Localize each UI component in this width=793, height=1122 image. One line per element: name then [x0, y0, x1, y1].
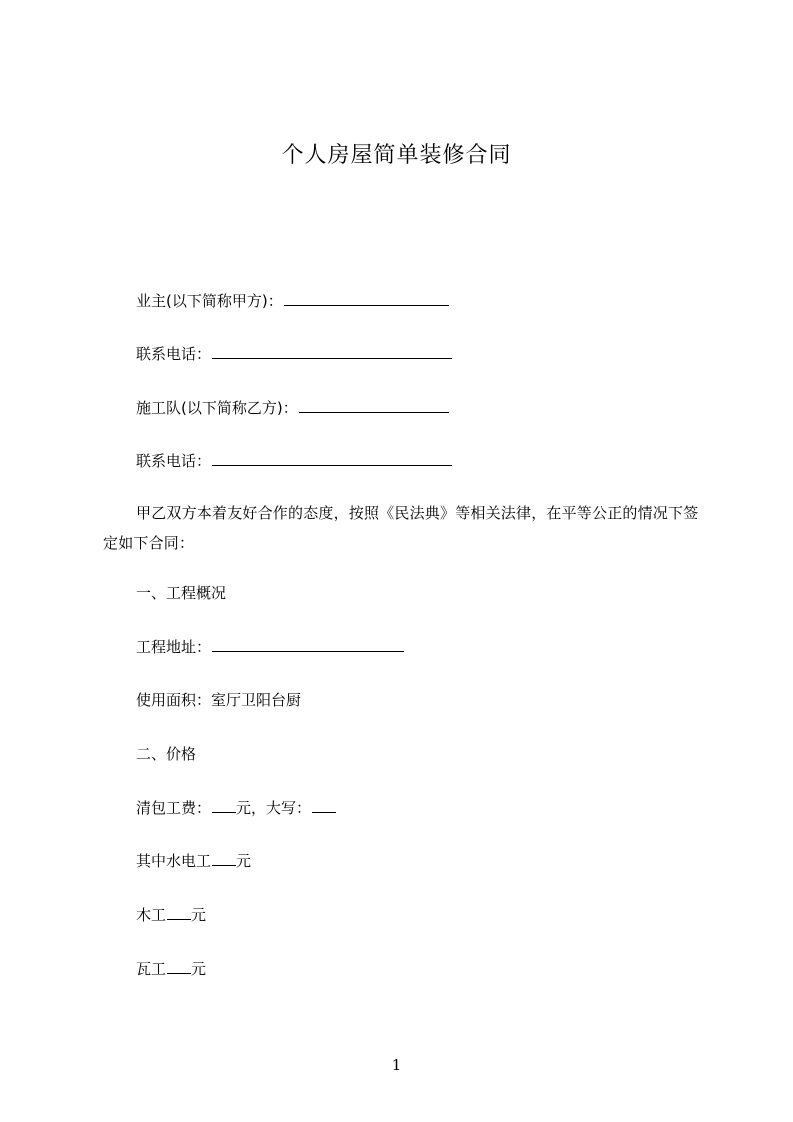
document-title: 个人房屋简单装修合同	[281, 143, 512, 168]
labor-fee-words-blank	[312, 798, 336, 813]
labor-fee-label: 清包工费：	[136, 799, 212, 817]
carpentry-label: 木工	[136, 906, 167, 924]
page-number: 1	[391, 1056, 402, 1074]
section-heading-overview: 一、工程概况	[136, 584, 227, 602]
tiling-blank	[167, 959, 191, 974]
labor-fee-line	[136, 797, 336, 819]
owner-line	[136, 290, 449, 312]
preamble-paragraph: 甲乙双方本着友好合作的态度，按照《民法典》等相关法律，在平等公正的情况下签定如下合同：	[103, 504, 699, 552]
team-phone-blank	[212, 451, 452, 466]
address-blank	[212, 637, 404, 652]
area-line: 使用面积：室厅卫阳台厨	[136, 691, 302, 709]
team-label: 施工队(以下简称乙方)：	[136, 399, 298, 417]
tiling-line	[136, 958, 206, 980]
owner-phone-blank	[212, 344, 452, 359]
plumbing-unit: 元	[236, 852, 252, 870]
team-phone-line	[136, 450, 452, 472]
team-line	[136, 397, 449, 419]
owner-phone-label: 联系电话：	[136, 345, 212, 363]
address-line	[136, 636, 404, 658]
carpentry-unit: 元	[191, 906, 207, 924]
address-label: 工程地址：	[136, 638, 212, 656]
tiling-unit: 元	[191, 960, 207, 978]
owner-phone-line	[136, 343, 452, 365]
tiling-label: 瓦工	[136, 960, 167, 978]
carpentry-blank	[167, 905, 191, 920]
carpentry-line	[136, 904, 206, 926]
plumbing-label: 其中水电工	[136, 852, 212, 870]
section-heading-price: 二、价格	[136, 745, 197, 763]
labor-fee-mid: 元，大写：	[236, 799, 312, 817]
plumbing-blank	[212, 851, 236, 866]
team-phone-label: 联系电话：	[136, 452, 212, 470]
plumbing-line	[136, 850, 251, 872]
labor-fee-blank	[212, 798, 236, 813]
team-blank	[299, 398, 449, 413]
owner-label: 业主(以下简称甲方)：	[136, 292, 283, 310]
owner-blank	[284, 291, 449, 306]
